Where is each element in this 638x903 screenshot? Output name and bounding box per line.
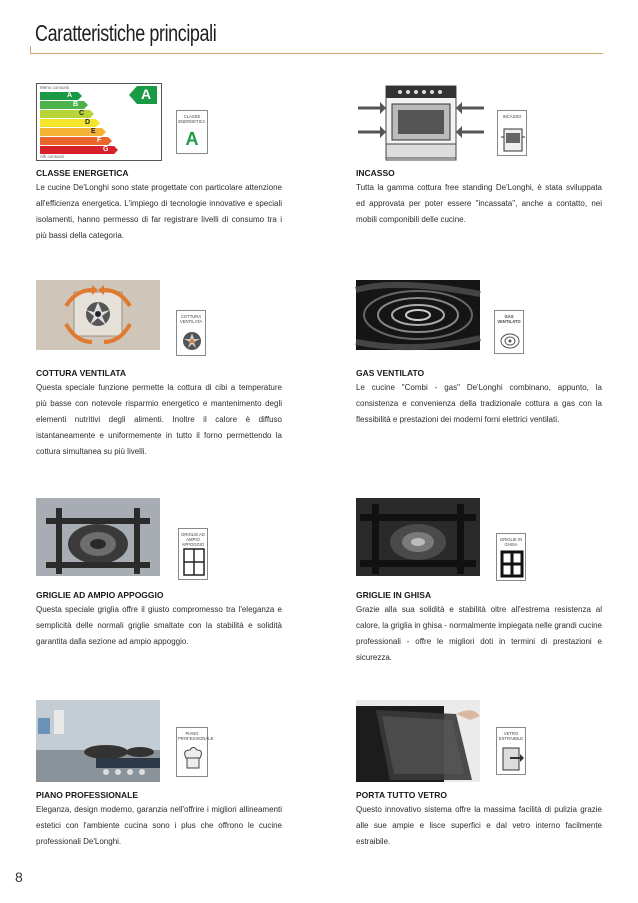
built-in-oven-image <box>356 80 486 160</box>
wide-grid-icon <box>182 547 206 577</box>
badge-label: INCASSO <box>502 114 522 119</box>
title-rule <box>30 53 603 54</box>
energy-class-f: F <box>97 137 102 144</box>
feature-body: Questa speciale griglia offre il giusto compromesso tra l'eleganza e semplicità delle normali griglie smaltate con la stabilità e solidità garantita dalla sezione ad ampio appoggio. <box>36 605 282 646</box>
feature-title: GAS VENTILATO <box>356 368 425 378</box>
gas-oven-image <box>356 280 480 350</box>
badge-label: GRIGLIE IN GHISA <box>499 537 523 547</box>
title-rule-tick <box>30 46 31 54</box>
feature-body: Tutta la gamma cottura free standing De'Longhi, è stata sviluppata ed approvata per poter essere "incassata", anche a contatto, nei mobili componibili delle cucine. <box>356 183 602 224</box>
feature-title: PORTA TUTTO VETRO <box>356 790 447 800</box>
feature-title: PIANO PROFESSIONALE <box>36 790 139 800</box>
page-number: 8 <box>15 869 23 885</box>
feature-title: CLASSE ENERGETICA <box>36 168 129 178</box>
badge-label: COTTURA VENTILATA <box>179 314 203 324</box>
badge-label: GRIGLIE AD AMPIO APPOGGIO <box>181 532 205 547</box>
page-title: Caratteristiche principali <box>35 20 217 46</box>
cast-iron-grid-image <box>356 498 480 576</box>
badge-griglie-ampio-appoggio <box>178 528 208 580</box>
feature-body: Le cucine De'Longhi sono state progettate con particolare attenzione all'efficienza energetica. L'impiego di tecnologie innovative e speciali isolamenti, hanno permesso di far registrare livelli di consumo tra i più bassi della categoria. <box>36 183 282 240</box>
badge-label: GAS VENTILATO <box>497 314 521 324</box>
feature-title: INCASSO <box>356 168 395 178</box>
energy-class-b: B <box>73 101 79 108</box>
energy-class-g: G <box>103 146 109 153</box>
feature-title: GRIGLIE AD AMPIO APPOGGIO <box>36 590 164 600</box>
badge-energy-value: A <box>185 129 199 149</box>
energy-class-d: D <box>85 119 91 126</box>
feature-title: COTTURA VENTILATA <box>36 368 127 378</box>
professional-hob-image <box>36 700 160 782</box>
badge-vetro-estraibile <box>496 727 526 775</box>
feature-title: GRIGLIE IN GHISA <box>356 590 432 600</box>
badge-incasso <box>497 110 527 156</box>
badge-label: PIANO PROFESSIONALE <box>178 731 214 741</box>
gas-flame-icon <box>498 327 522 351</box>
energy-class-c: C <box>79 110 85 117</box>
glass-door-image <box>356 700 480 782</box>
glass-extract-icon <box>500 744 524 772</box>
energy-class-a: A <box>67 92 73 99</box>
energy-label-top-text: Meno consumi <box>40 85 70 90</box>
fan-icon <box>180 327 204 353</box>
energy-class-e: E <box>91 128 96 135</box>
energy-label-image <box>36 83 162 161</box>
chef-hat-icon <box>180 744 206 774</box>
feature-body: Le cucine "Combi - gas" De'Longhi combinano, appunto, la consistenza e convenienza della tradizionale cottura a gas con la flessibilità e prestazioni dei moderni forni elettrici ventilati. <box>356 383 602 424</box>
badge-label: VETRO ESTRAIBILE <box>498 731 524 741</box>
feature-body: Questo innovativo sistema offre la massima facilità di pulizia grazie alle sue ampie e lisce superfici e dal vetro interno facilmente estraibile. <box>356 805 602 846</box>
energy-label-bottom-text: Alti consumi <box>40 154 65 159</box>
badge-classe-energetica <box>176 110 208 154</box>
badge-label: CLASSE ENERGETICA <box>178 114 206 124</box>
badge-cottura-ventilata <box>176 310 206 356</box>
fan-oven-image <box>36 280 160 350</box>
built-in-icon <box>501 127 525 153</box>
energy-rating: A <box>141 86 152 102</box>
badge-piano-professionale <box>176 727 214 777</box>
wide-grid-image <box>36 498 160 576</box>
feature-body: Questa speciale funzione permette la cottura di cibi a temperature più basse con notevole risparmio energetico e mantenimento degli elementi nutritivi degli alimenti. Inoltre il calore è diffuso istantaneamente e uniformemente in tutto il forno permettendo la cottura simultanea su più livelli. <box>36 383 282 456</box>
feature-body: Grazie alla sua solidità e stabilità oltre all'estrema resistenza al calore, la griglia in ghisa - normalmente impiegata nelle grandi cucine professionali - offre le migliori doti in termini di prestazioni e sicurezza. <box>356 605 602 662</box>
cast-iron-grid-icon <box>500 550 524 578</box>
feature-body: Eleganza, design moderno, garanzia nell'offrire i migliori allineamenti estetici con l'ambiente cucina sono i plus che offrono le cucine professionali De'Longhi. <box>36 805 282 846</box>
badge-gas-ventilato <box>494 310 524 354</box>
badge-griglie-ghisa <box>496 533 526 581</box>
